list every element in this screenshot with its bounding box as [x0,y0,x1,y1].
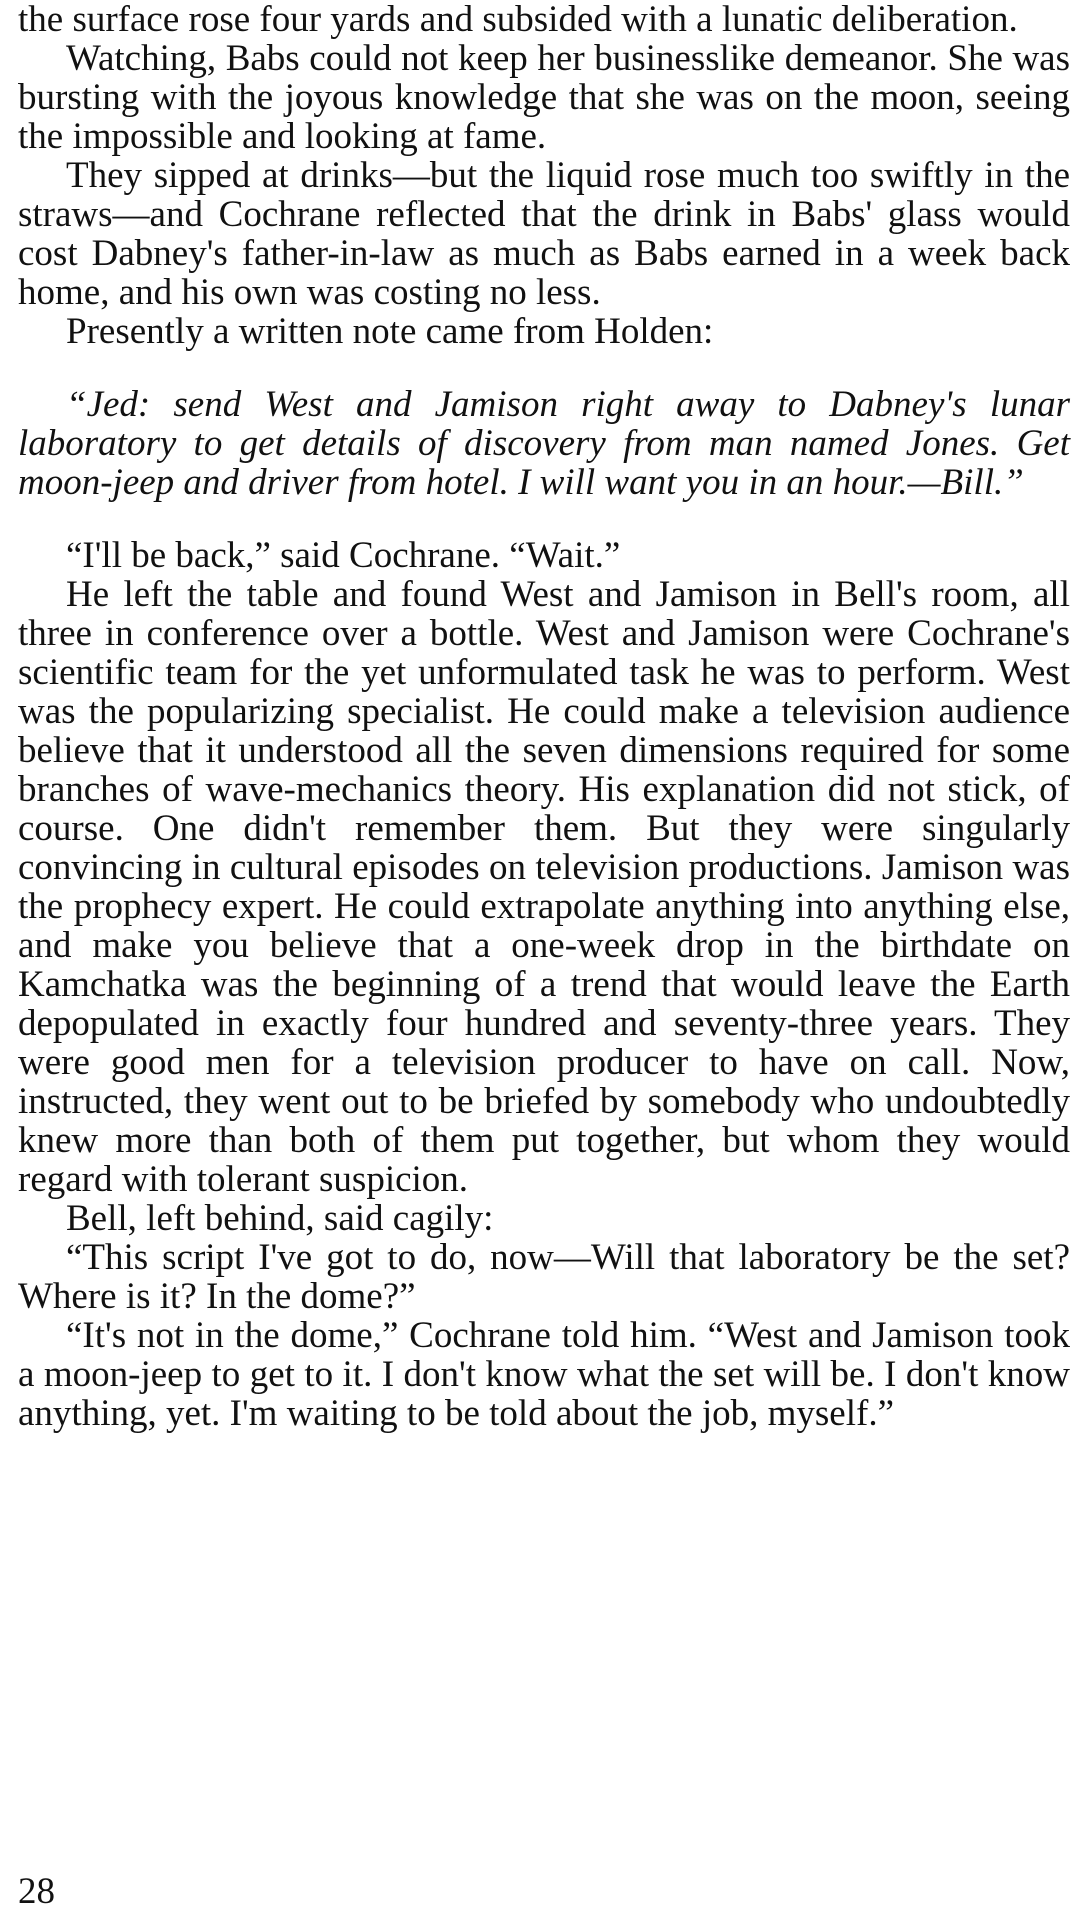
paragraph-ill-be-back: “I'll be back,” said Cochrane. “Wait.” [66,535,621,576]
paragraph-west-jamison: He left the table and found West and Jamison in Bell's room, all three in conference over a bottle. West and Jamison were Cochrane's scientific team for the yet unformulated task he was to perform. West was the popularizing specialist. He could make a television audience believe that it understood all the seven dimensions required for some branches of wave-mechanics theory. His explanation did not stick, of course. One didn't remember them. But they were singularly convincing in cultural episodes on television productions. Jamison was the prophecy expert. He could extrapolate anything into anything else, and make you believe that a one-week drop in the birthdate on Kamchatka was the beginning of a trend that would leave the Earth depopulated in exactly four hundred and seventy-three years. They were good men for a television producer to have on call. Now, instructed, they went out to be briefed by somebody who undoubtedly knew more than both of them put together, but whom they would regard with tolerant suspicion. [18,574,1070,1200]
book-page [18,0,1070,1912]
paragraph-babs-watching: Watching, Babs could not keep her businesslike demeanor. She was bursting with the joyous knowledge that she was on the moon, seeing the impossible and looking at fame. [18,38,1070,157]
paragraph-drinks: They sipped at drinks—but the liquid rose much too swiftly in the straws—and Cochrane reflected that the drink in Babs' glass would cost Dabney's father-in-law as much as Babs earned in a week back home, and his own was costing no less. [18,155,1070,313]
paragraph-not-in-dome: “It's not in the dome,” Cochrane told him. “West and Jamison took a moon-jeep to get to it. I don't know what the set will be. I don't know anything, yet. I'm waiting to be told about the job, myself.” [18,1315,1070,1434]
page-number: 28 [18,1871,55,1912]
holden-note: “Jed: send West and Jamison right away to Dabney's lunar laboratory to get details of discovery from man named Jones. Get moon-jeep and driver from hotel. I will want you in an hour.—Bill.” [18,384,1070,503]
paragraph-note-arrives: Presently a written note came from Holden: [66,311,714,352]
paragraph-script-question: “This script I've got to do, now—Will that laboratory be the set? Where is it? In the dome?” [18,1237,1070,1317]
paragraph-continued: the surface rose four yards and subsided with a lunatic deliberation. [18,0,1018,40]
paragraph-bell-cagily: Bell, left behind, said cagily: [66,1198,494,1239]
